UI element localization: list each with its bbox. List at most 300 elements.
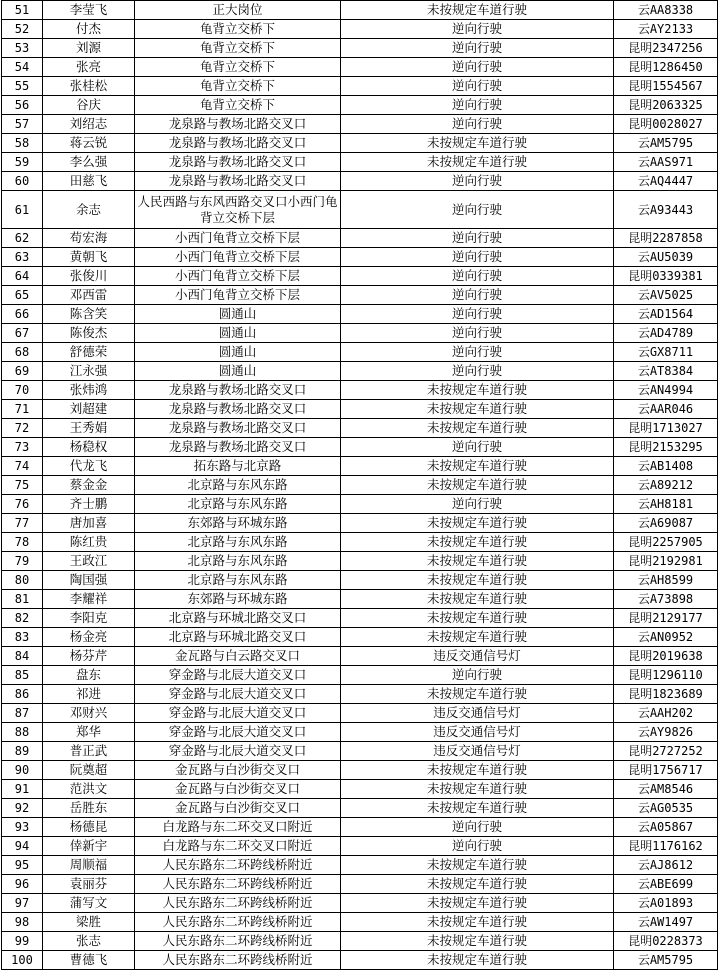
location-cell: 圆通山 [135,305,341,324]
table-row [2,685,718,704]
plate-number-cell: 云AAH202 [614,704,718,723]
table-row [2,837,718,856]
driver-name-cell: 阮奠超 [43,761,135,780]
violation-cell: 逆向行驶 [341,248,614,267]
table-row [2,571,718,590]
driver-name-cell: 杨金亮 [43,628,135,647]
driver-name-cell: 蒋云锐 [43,134,135,153]
plate-number-cell: 云AY9826 [614,723,718,742]
driver-name-cell: 郑华 [43,723,135,742]
row-number-cell: 81 [2,590,43,609]
driver-name-cell: 杨芬芹 [43,647,135,666]
table-row [2,400,718,419]
plate-number-cell: 昆明2347256 [614,39,718,58]
location-cell: 小西门龟背立交桥下层 [135,248,341,267]
plate-number-cell: 云AG0535 [614,799,718,818]
plate-number-cell: 云AAS971 [614,153,718,172]
location-cell: 穿金路与北辰大道交叉口 [135,723,341,742]
violation-cell: 未按规定车道行驶 [341,476,614,495]
row-number-cell: 82 [2,609,43,628]
table-row [2,172,718,191]
driver-name-cell: 杨德昆 [43,818,135,837]
table-row [2,875,718,894]
plate-number-cell: 昆明2129177 [614,609,718,628]
violation-cell: 逆向行驶 [341,58,614,77]
location-cell: 龙泉路与教场北路交叉口 [135,115,341,134]
row-number-cell: 93 [2,818,43,837]
violation-cell: 未按规定车道行驶 [341,609,614,628]
violation-cell: 违反交通信号灯 [341,704,614,723]
violation-cell: 未按规定车道行驶 [341,894,614,913]
table-row [2,476,718,495]
violation-cell: 违反交通信号灯 [341,723,614,742]
table-row [2,818,718,837]
plate-number-cell: 云A01893 [614,894,718,913]
location-cell: 圆通山 [135,343,341,362]
driver-name-cell: 张俊川 [43,267,135,286]
plate-number-cell: 昆明2287858 [614,229,718,248]
table-row [2,932,718,951]
row-number-cell: 71 [2,400,43,419]
table-row [2,77,718,96]
violation-cell: 未按规定车道行驶 [341,932,614,951]
violation-cell: 未按规定车道行驶 [341,514,614,533]
row-number-cell: 55 [2,77,43,96]
plate-number-cell: 昆明1713027 [614,419,718,438]
table-row [2,324,718,343]
driver-name-cell: 张志 [43,932,135,951]
driver-name-cell: 蔡金金 [43,476,135,495]
row-number-cell: 83 [2,628,43,647]
location-cell: 龟背立交桥下 [135,96,341,115]
plate-number-cell: 昆明2063325 [614,96,718,115]
table-row [2,58,718,77]
location-cell: 圆通山 [135,324,341,343]
driver-name-cell: 付杰 [43,20,135,39]
location-cell: 穿金路与北辰大道交叉口 [135,704,341,723]
row-number-cell: 53 [2,39,43,58]
row-number-cell: 67 [2,324,43,343]
violation-cell: 未按规定车道行驶 [341,913,614,932]
violation-cell: 未按规定车道行驶 [341,951,614,970]
row-number-cell: 72 [2,419,43,438]
driver-name-cell: 刘绍志 [43,115,135,134]
plate-number-cell: 云AD1564 [614,305,718,324]
plate-number-cell: 云AQ4447 [614,172,718,191]
location-cell: 人民东路东二环跨线桥附近 [135,913,341,932]
violation-cell: 逆向行驶 [341,495,614,514]
driver-name-cell: 范洪文 [43,780,135,799]
row-number-cell: 94 [2,837,43,856]
plate-number-cell: 昆明2192981 [614,552,718,571]
plate-number-cell: 昆明0339381 [614,267,718,286]
violation-cell: 违反交通信号灯 [341,647,614,666]
location-cell: 人民东路东二环跨线桥附近 [135,875,341,894]
row-number-cell: 52 [2,20,43,39]
plate-number-cell: 云AU5039 [614,248,718,267]
table-row [2,20,718,39]
table-row [2,913,718,932]
row-number-cell: 64 [2,267,43,286]
driver-name-cell: 祁进 [43,685,135,704]
row-number-cell: 63 [2,248,43,267]
driver-name-cell: 陈含笑 [43,305,135,324]
driver-name-cell: 唐加喜 [43,514,135,533]
driver-name-cell: 邓西雷 [43,286,135,305]
driver-name-cell: 袁丽芬 [43,875,135,894]
plate-number-cell: 云AH8599 [614,571,718,590]
violation-cell: 未按规定车道行驶 [341,134,614,153]
table-row [2,305,718,324]
violation-cell: 未按规定车道行驶 [341,400,614,419]
location-cell: 白龙路与东二环交叉口附近 [135,837,341,856]
driver-name-cell: 齐士鹏 [43,495,135,514]
plate-number-cell: 云GX8711 [614,343,718,362]
violation-cell: 未按规定车道行驶 [341,780,614,799]
plate-number-cell: 云AD4789 [614,324,718,343]
table-row [2,39,718,58]
driver-name-cell: 蒲写文 [43,894,135,913]
table-row [2,1,718,20]
plate-number-cell: 云AW1497 [614,913,718,932]
location-cell: 北京路与东风东路 [135,533,341,552]
row-number-cell: 85 [2,666,43,685]
plate-number-cell: 云AAR046 [614,400,718,419]
location-cell: 正大岗位 [135,1,341,20]
plate-number-cell: 云A73898 [614,590,718,609]
plate-number-cell: 云AY2133 [614,20,718,39]
violation-cell: 逆向行驶 [341,343,614,362]
location-cell: 龙泉路与教场北路交叉口 [135,438,341,457]
driver-name-cell: 岳胜东 [43,799,135,818]
table-row [2,552,718,571]
driver-name-cell: 舒德荣 [43,343,135,362]
plate-number-cell: 云AN4994 [614,381,718,400]
plate-number-cell: 昆明0028027 [614,115,718,134]
violation-cell: 逆向行驶 [341,115,614,134]
driver-name-cell: 苟宏海 [43,229,135,248]
plate-number-cell: 云A93443 [614,191,718,229]
row-number-cell: 92 [2,799,43,818]
plate-number-cell: 昆明0228373 [614,932,718,951]
location-cell: 东郊路与环城东路 [135,514,341,533]
table-row [2,647,718,666]
table-row [2,723,718,742]
table-row [2,666,718,685]
driver-name-cell: 刘源 [43,39,135,58]
driver-name-cell: 陶国强 [43,571,135,590]
table-row [2,799,718,818]
driver-name-cell: 代龙飞 [43,457,135,476]
table-row [2,153,718,172]
row-number-cell: 84 [2,647,43,666]
plate-number-cell: 云AM5795 [614,951,718,970]
location-cell: 北京路与东风东路 [135,571,341,590]
violation-cell: 未按规定车道行驶 [341,419,614,438]
violation-cell: 逆向行驶 [341,191,614,229]
table-row [2,742,718,761]
location-cell: 龟背立交桥下 [135,39,341,58]
table-row [2,115,718,134]
driver-name-cell: 谷庆 [43,96,135,115]
violation-cell: 逆向行驶 [341,438,614,457]
violation-cell: 未按规定车道行驶 [341,628,614,647]
violation-cell: 逆向行驶 [341,305,614,324]
row-number-cell: 73 [2,438,43,457]
location-cell: 龟背立交桥下 [135,58,341,77]
location-cell: 小西门龟背立交桥下层 [135,267,341,286]
row-number-cell: 54 [2,58,43,77]
row-number-cell: 66 [2,305,43,324]
location-cell: 北京路与东风东路 [135,495,341,514]
row-number-cell: 65 [2,286,43,305]
row-number-cell: 76 [2,495,43,514]
violation-cell: 未按规定车道行驶 [341,153,614,172]
row-number-cell: 99 [2,932,43,951]
driver-name-cell: 倖新宇 [43,837,135,856]
location-cell: 龙泉路与教场北路交叉口 [135,153,341,172]
row-number-cell: 78 [2,533,43,552]
plate-number-cell: 昆明1176162 [614,837,718,856]
violation-cell: 逆向行驶 [341,324,614,343]
row-number-cell: 58 [2,134,43,153]
driver-name-cell: 李耀祥 [43,590,135,609]
driver-name-cell: 余志 [43,191,135,229]
driver-name-cell: 张亮 [43,58,135,77]
location-cell: 穿金路与北辰大道交叉口 [135,685,341,704]
row-number-cell: 100 [2,951,43,970]
driver-name-cell: 田慈飞 [43,172,135,191]
plate-number-cell: 云ABE699 [614,875,718,894]
location-cell: 北京路与环城北路交叉口 [135,609,341,628]
driver-name-cell: 王政江 [43,552,135,571]
table-row [2,343,718,362]
plate-number-cell: 昆明1823689 [614,685,718,704]
row-number-cell: 60 [2,172,43,191]
table-row [2,609,718,628]
violation-cell: 逆向行驶 [341,172,614,191]
violation-cell: 未按规定车道行驶 [341,552,614,571]
row-number-cell: 87 [2,704,43,723]
row-number-cell: 89 [2,742,43,761]
violation-cell: 逆向行驶 [341,39,614,58]
violation-cell: 未按规定车道行驶 [341,533,614,552]
table-row [2,533,718,552]
violation-cell: 未按规定车道行驶 [341,381,614,400]
location-cell: 小西门龟背立交桥下层 [135,286,341,305]
row-number-cell: 57 [2,115,43,134]
row-number-cell: 96 [2,875,43,894]
driver-name-cell: 梁胜 [43,913,135,932]
violation-cell: 未按规定车道行驶 [341,590,614,609]
row-number-cell: 74 [2,457,43,476]
location-cell: 人民东路东二环跨线桥附近 [135,856,341,875]
violation-cell: 未按规定车道行驶 [341,571,614,590]
row-number-cell: 68 [2,343,43,362]
table-row [2,780,718,799]
table-row [2,362,718,381]
plate-number-cell: 昆明2257905 [614,533,718,552]
driver-name-cell: 李阳克 [43,609,135,628]
location-cell: 人民西路与东风西路交叉口小西门龟背立交桥下层 [135,191,341,229]
driver-name-cell: 邓财兴 [43,704,135,723]
plate-number-cell: 昆明1756717 [614,761,718,780]
row-number-cell: 90 [2,761,43,780]
location-cell: 小西门龟背立交桥下层 [135,229,341,248]
location-cell: 龙泉路与教场北路交叉口 [135,134,341,153]
plate-number-cell: 昆明2019638 [614,647,718,666]
plate-number-cell: 昆明1286450 [614,58,718,77]
violation-cell: 逆向行驶 [341,362,614,381]
row-number-cell: 70 [2,381,43,400]
driver-name-cell: 张桂松 [43,77,135,96]
plate-number-cell: 云A05867 [614,818,718,837]
table-row [2,761,718,780]
table-row [2,267,718,286]
table-row [2,248,718,267]
location-cell: 东郊路与环城东路 [135,590,341,609]
table-row [2,191,718,229]
driver-name-cell: 陈俊杰 [43,324,135,343]
table-row [2,134,718,153]
table-row [2,628,718,647]
driver-name-cell: 江永强 [43,362,135,381]
plate-number-cell: 云AN0952 [614,628,718,647]
row-number-cell: 62 [2,229,43,248]
violation-cell: 未按规定车道行驶 [341,457,614,476]
plate-number-cell: 云AM5795 [614,134,718,153]
location-cell: 龙泉路与教场北路交叉口 [135,381,341,400]
violation-table [1,0,718,970]
violation-cell: 逆向行驶 [341,666,614,685]
violation-cell: 未按规定车道行驶 [341,761,614,780]
location-cell: 龟背立交桥下 [135,77,341,96]
row-number-cell: 86 [2,685,43,704]
driver-name-cell: 杨稳权 [43,438,135,457]
table-row [2,419,718,438]
driver-name-cell: 王秀娟 [43,419,135,438]
table-row [2,951,718,970]
row-number-cell: 56 [2,96,43,115]
driver-name-cell: 李么强 [43,153,135,172]
location-cell: 北京路与东风东路 [135,552,341,571]
location-cell: 穿金路与北辰大道交叉口 [135,742,341,761]
violation-cell: 逆向行驶 [341,286,614,305]
violation-cell: 违反交通信号灯 [341,742,614,761]
violation-cell: 未按规定车道行驶 [341,875,614,894]
plate-number-cell: 云AB1408 [614,457,718,476]
row-number-cell: 59 [2,153,43,172]
location-cell: 北京路与环城北路交叉口 [135,628,341,647]
driver-name-cell: 刘超建 [43,400,135,419]
violation-cell: 未按规定车道行驶 [341,856,614,875]
row-number-cell: 79 [2,552,43,571]
plate-number-cell: 昆明2153295 [614,438,718,457]
location-cell: 金瓦路与白云路交叉口 [135,647,341,666]
plate-number-cell: 云AM8546 [614,780,718,799]
driver-name-cell: 普正武 [43,742,135,761]
table-row [2,438,718,457]
violation-cell: 未按规定车道行驶 [341,685,614,704]
violation-cell: 逆向行驶 [341,837,614,856]
row-number-cell: 95 [2,856,43,875]
location-cell: 龟背立交桥下 [135,20,341,39]
driver-name-cell: 曹德飞 [43,951,135,970]
plate-number-cell: 云A69087 [614,514,718,533]
plate-number-cell: 昆明1554567 [614,77,718,96]
plate-number-cell: 云AT8384 [614,362,718,381]
location-cell: 圆通山 [135,362,341,381]
table-row [2,381,718,400]
table-row [2,590,718,609]
row-number-cell: 80 [2,571,43,590]
row-number-cell: 88 [2,723,43,742]
violation-cell: 未按规定车道行驶 [341,1,614,20]
driver-name-cell: 张炜鸿 [43,381,135,400]
table-row [2,96,718,115]
plate-number-cell: 云AJ8612 [614,856,718,875]
row-number-cell: 69 [2,362,43,381]
table-row [2,495,718,514]
driver-name-cell: 盘东 [43,666,135,685]
table-row [2,894,718,913]
location-cell: 白龙路与东二环交叉口附近 [135,818,341,837]
location-cell: 人民东路东二环跨线桥附近 [135,932,341,951]
violation-cell: 逆向行驶 [341,229,614,248]
location-cell: 人民东路东二环跨线桥附近 [135,951,341,970]
plate-number-cell: 云A89212 [614,476,718,495]
table-row [2,457,718,476]
violation-cell: 逆向行驶 [341,20,614,39]
location-cell: 龙泉路与教场北路交叉口 [135,172,341,191]
location-cell: 拓东路与北京路 [135,457,341,476]
row-number-cell: 51 [2,1,43,20]
violation-table-body [2,1,718,970]
location-cell: 穿金路与北辰大道交叉口 [135,666,341,685]
driver-name-cell: 周顺福 [43,856,135,875]
violation-cell: 逆向行驶 [341,96,614,115]
row-number-cell: 91 [2,780,43,799]
plate-number-cell: 昆明1296110 [614,666,718,685]
location-cell: 金瓦路与白沙街交叉口 [135,761,341,780]
table-row [2,229,718,248]
plate-number-cell: 云AA8338 [614,1,718,20]
plate-number-cell: 昆明2727252 [614,742,718,761]
violation-cell: 逆向行驶 [341,818,614,837]
table-row [2,286,718,305]
location-cell: 金瓦路与白沙街交叉口 [135,780,341,799]
location-cell: 龙泉路与教场北路交叉口 [135,419,341,438]
location-cell: 金瓦路与白沙街交叉口 [135,799,341,818]
row-number-cell: 97 [2,894,43,913]
row-number-cell: 75 [2,476,43,495]
violation-cell: 未按规定车道行驶 [341,799,614,818]
table-row [2,856,718,875]
location-cell: 北京路与东风东路 [135,476,341,495]
driver-name-cell: 李莹飞 [43,1,135,20]
location-cell: 龙泉路与教场北路交叉口 [135,400,341,419]
violation-cell: 逆向行驶 [341,77,614,96]
driver-name-cell: 黄朝飞 [43,248,135,267]
row-number-cell: 98 [2,913,43,932]
plate-number-cell: 云AV5025 [614,286,718,305]
table-row [2,514,718,533]
table-row [2,704,718,723]
violation-cell: 逆向行驶 [341,267,614,286]
plate-number-cell: 云AH8181 [614,495,718,514]
location-cell: 人民东路东二环跨线桥附近 [135,894,341,913]
row-number-cell: 77 [2,514,43,533]
